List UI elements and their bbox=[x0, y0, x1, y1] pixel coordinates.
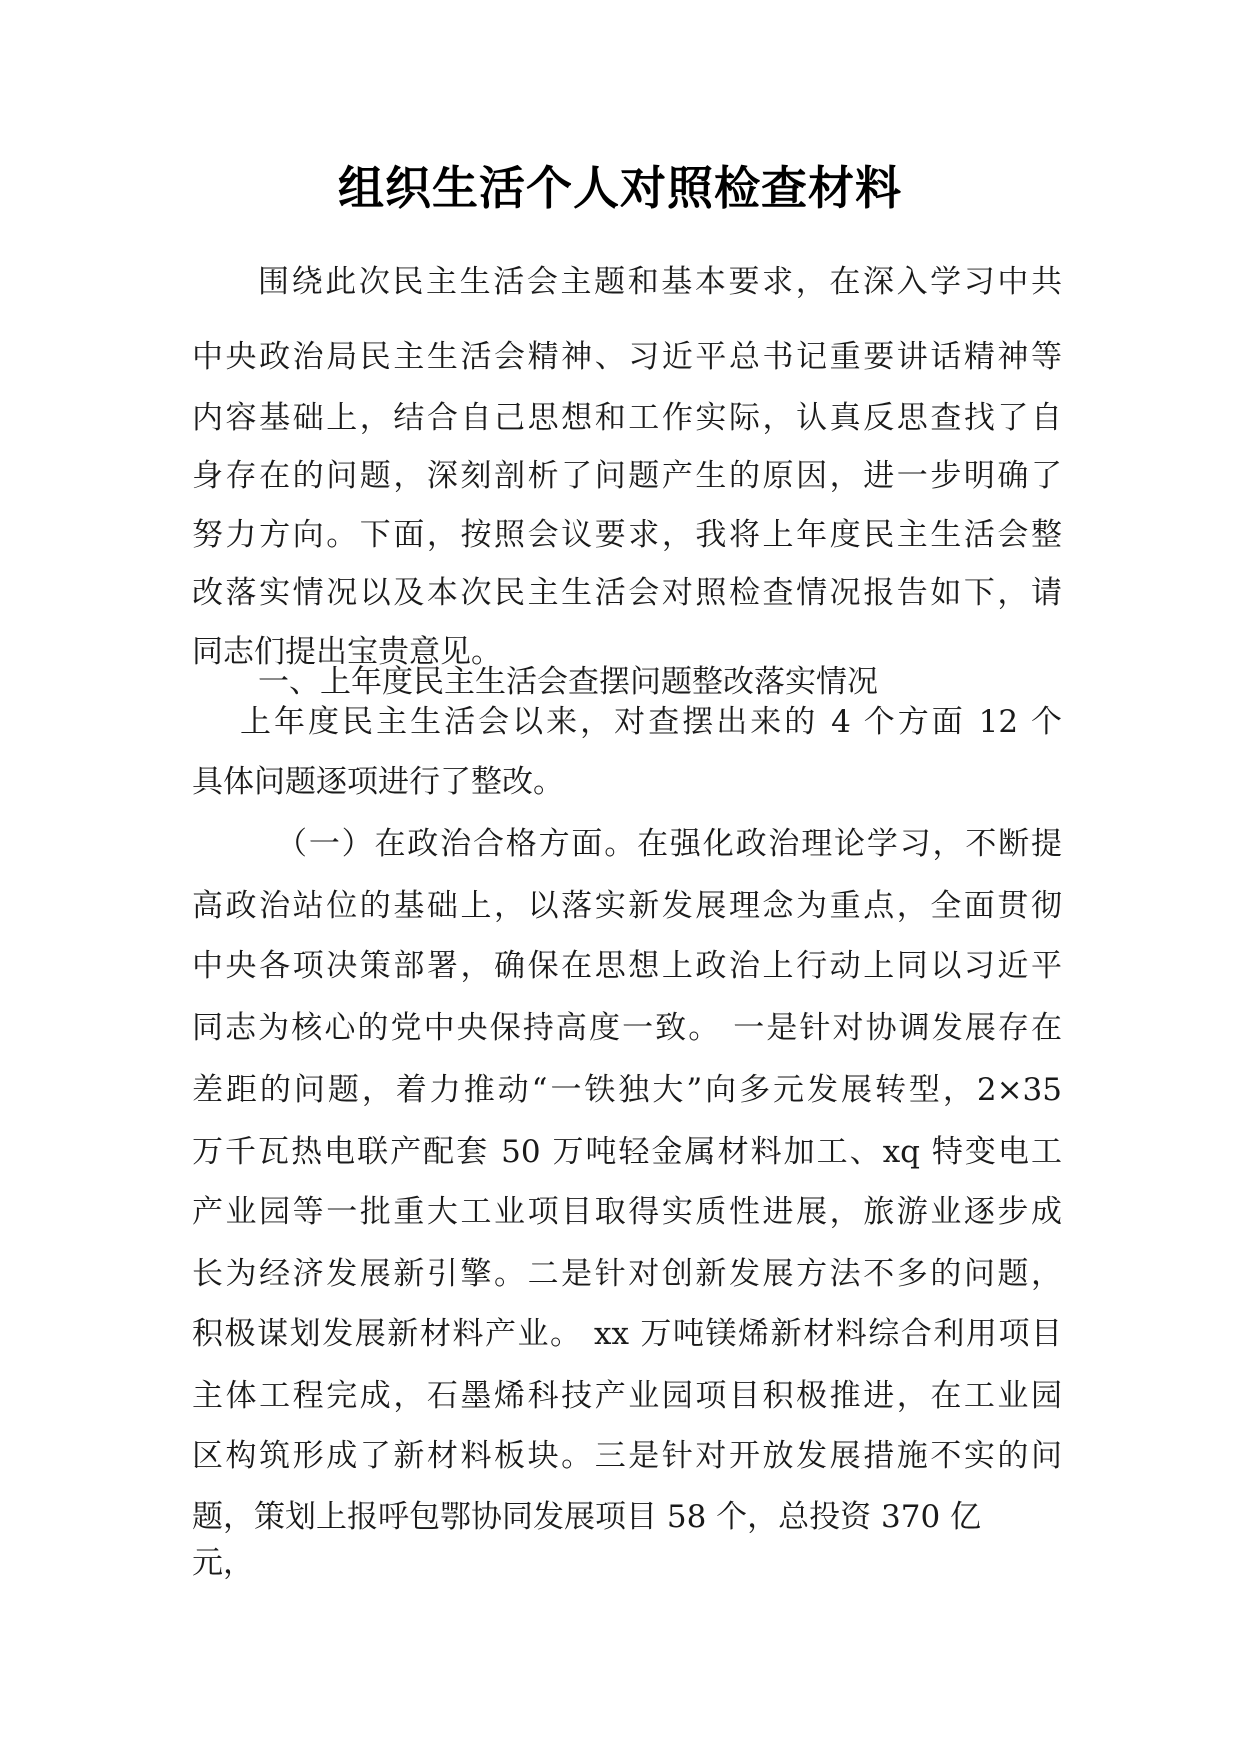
paragraph-line: 万千瓦热电联产配套 50 万吨轻金属材料加工、xq 特变电工 bbox=[192, 1134, 1062, 1170]
paragraph-line: 中央政治局民主生活会精神、习近平总书记重要讲话精神等 bbox=[192, 339, 1062, 375]
paragraph-line: 努力方向。下面，按照会议要求，我将上年度民主生活会整 bbox=[192, 517, 1062, 553]
paragraph-line: 同志们提出宝贵意见。 bbox=[192, 634, 502, 670]
paragraph-line: 围绕此次民主生活会主题和基本要求，在深入学习中共 bbox=[258, 264, 1062, 300]
paragraph-line: 题，策划上报呼包鄂协同发展项目 58 个，总投资 370 亿 bbox=[192, 1499, 982, 1535]
paragraph-line: 区构筑形成了新材料板块。三是针对开放发展措施不实的问 bbox=[192, 1438, 1062, 1474]
paragraph-line: 同志为核心的党中央保持高度一致。 一是针对协调发展存在 bbox=[192, 1010, 1062, 1046]
paragraph-line: 差距的问题，着力推动“一铁独大”向多元发展转型，2×35 bbox=[192, 1072, 1062, 1108]
paragraph-line: 中央各项决策部署，确保在思想上政治上行动上同以习近平 bbox=[192, 948, 1062, 984]
section-heading: 一、上年度民主生活会查摆问题整改落实情况 bbox=[258, 664, 878, 700]
document-title: 组织生活个人对照检查材料 bbox=[338, 161, 902, 215]
paragraph-line: 积极谋划发展新材料产业。 xx 万吨镁烯新材料综合利用项目 bbox=[192, 1316, 1062, 1352]
paragraph-line: 具体问题逐项进行了整改。 bbox=[192, 764, 564, 800]
paragraph-line: 元， bbox=[192, 1545, 254, 1581]
paragraph-line: 上年度民主生活会以来，对查摆出来的 4 个方面 12 个 bbox=[240, 704, 1062, 740]
paragraph-line: （一）在政治合格方面。在强化政治理论学习，不断提 bbox=[276, 826, 1062, 862]
paragraph-line: 高政治站位的基础上，以落实新发展理念为重点，全面贯彻 bbox=[192, 888, 1062, 924]
paragraph-line: 改落实情况以及本次民主生活会对照检查情况报告如下，请 bbox=[192, 575, 1062, 611]
paragraph-line: 内容基础上，结合自己思想和工作实际，认真反思查找了自 bbox=[192, 400, 1062, 436]
paragraph-line: 长为经济发展新引擎。二是针对创新发展方法不多的问题， bbox=[192, 1256, 1062, 1292]
paragraph-line: 产业园等一批重大工业项目取得实质性进展，旅游业逐步成 bbox=[192, 1194, 1062, 1230]
paragraph-line: 身存在的问题，深刻剖析了问题产生的原因，进一步明确了 bbox=[192, 458, 1062, 494]
paragraph-line: 主体工程完成，石墨烯科技产业园项目积极推进，在工业园 bbox=[192, 1378, 1062, 1414]
